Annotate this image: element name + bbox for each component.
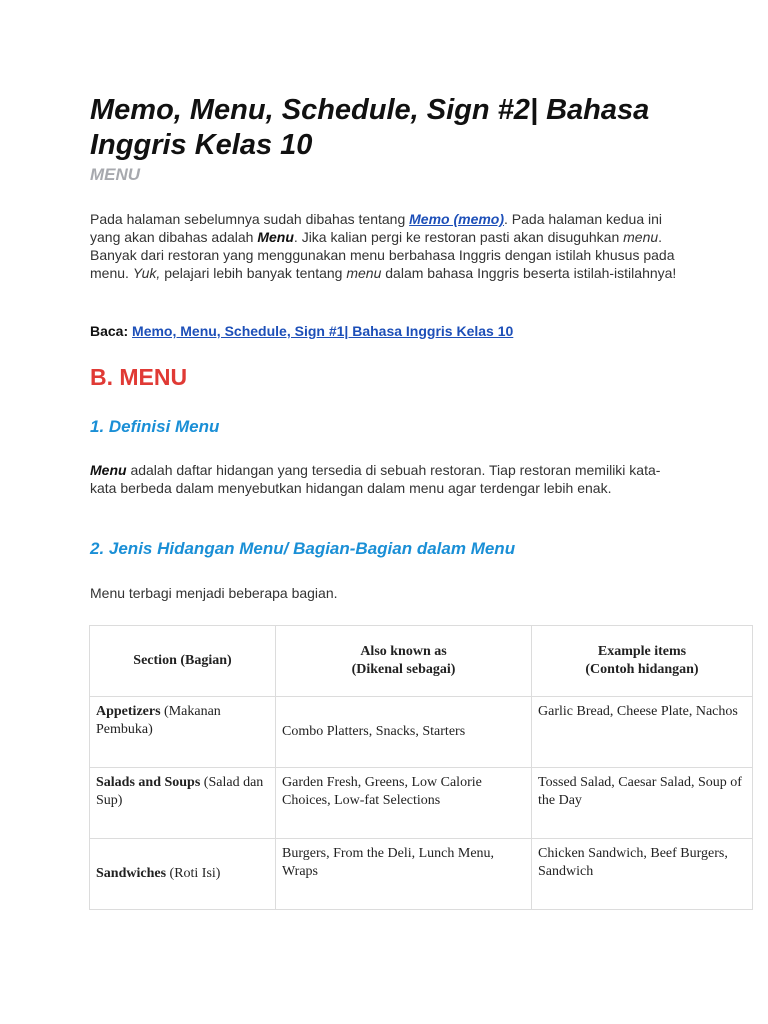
intro-menu-italic: menu	[346, 265, 382, 281]
baca-line	[90, 322, 680, 340]
definisi-paragraph	[90, 461, 680, 497]
table-cell: Burgers, From the Deli, Lunch Menu, Wraps	[276, 839, 532, 910]
section-name: Salads and Soups	[96, 775, 201, 790]
memo-link[interactable]: Memo (memo)	[409, 211, 505, 227]
table-header-cell	[532, 626, 753, 697]
section-name-id: (Salad dan Sup)	[96, 775, 264, 808]
page-title: Memo, Menu, Schedule, Sign #2| Bahasa Inggris Kelas 10	[90, 94, 650, 161]
intro-text: pelajari lebih banyak tentang	[160, 265, 347, 281]
table-cell	[90, 768, 276, 839]
intro-yuk: Yuk,	[132, 265, 161, 281]
jenis-heading: 2. Jenis Hidangan Menu/ Bagian-Bagian dalam Menu	[90, 539, 516, 558]
intro-text: . Jika kalian pergi ke restoran pasti akan disuguhkan	[293, 229, 624, 245]
section-heading: B. MENU	[90, 364, 188, 390]
page-subtitle: MENU	[90, 165, 141, 184]
table-cell: Chicken Sandwich, Beef Burgers, Sandwich	[532, 839, 753, 910]
table-cell	[90, 697, 276, 768]
intro-text: . Banyak dari restoran yang menggunakan menu berbahasa Inggris dengan istilah khusus pada menu.	[90, 229, 675, 281]
baca-label: Baca:	[90, 323, 129, 339]
section-name-id: (Makanan Pembuka)	[96, 704, 221, 737]
table-row	[90, 839, 753, 910]
table-header-cell	[276, 626, 532, 697]
intro-menu-term: Menu	[257, 229, 294, 245]
section-name: Sandwiches	[96, 866, 167, 881]
definisi-term: Menu	[90, 462, 127, 478]
definisi-heading: 1. Definisi Menu	[90, 417, 220, 436]
intro-paragraph	[90, 210, 680, 282]
intro-menu-italic: menu	[623, 229, 659, 245]
table-cell: Garden Fresh, Greens, Low Calorie Choices, Low-fat Selections	[276, 768, 532, 839]
intro-text: dalam bahasa Inggris beserta istilah-istilahnya!	[381, 265, 677, 281]
intro-text: . Pada halaman kedua ini yang akan dibahas adalah	[90, 211, 663, 245]
header-text: Section (Bagian)	[133, 653, 232, 668]
header-text: Example items	[597, 644, 687, 659]
table-cell	[90, 839, 276, 910]
table-row	[90, 697, 753, 768]
table-cell: Garlic Bread, Cheese Plate, Nachos	[532, 697, 753, 768]
section-name: Appetizers	[96, 704, 161, 719]
section-name-id: (Roti Isi)	[166, 866, 221, 881]
header-text: Also known as	[360, 644, 447, 659]
definisi-text: adalah daftar hidangan yang tersedia di sebuah restoran. Tiap restoran memiliki kata-kata berbeda dalam menyebutkan hidangan dalam menu agar terdengar lebih enak.	[90, 462, 661, 496]
menu-sections-table	[89, 625, 753, 910]
table-cell: Tossed Salad, Caesar Salad, Soup of the Day	[532, 768, 753, 839]
baca-link[interactable]: Memo, Menu, Schedule, Sign #1| Bahasa Inggris Kelas 10	[132, 323, 514, 339]
table-row	[90, 768, 753, 839]
table-header-row	[90, 626, 753, 697]
table-header-cell	[90, 626, 276, 697]
header-subtext: (Contoh hidangan)	[585, 662, 699, 677]
intro-text: Pada halaman sebelumnya sudah dibahas tentang	[90, 211, 410, 227]
header-subtext: (Dikenal sebagai)	[351, 662, 456, 677]
jenis-paragraph: Menu terbagi menjadi beberapa bagian.	[90, 585, 338, 601]
table-cell: Combo Platters, Snacks, Starters	[276, 697, 532, 768]
